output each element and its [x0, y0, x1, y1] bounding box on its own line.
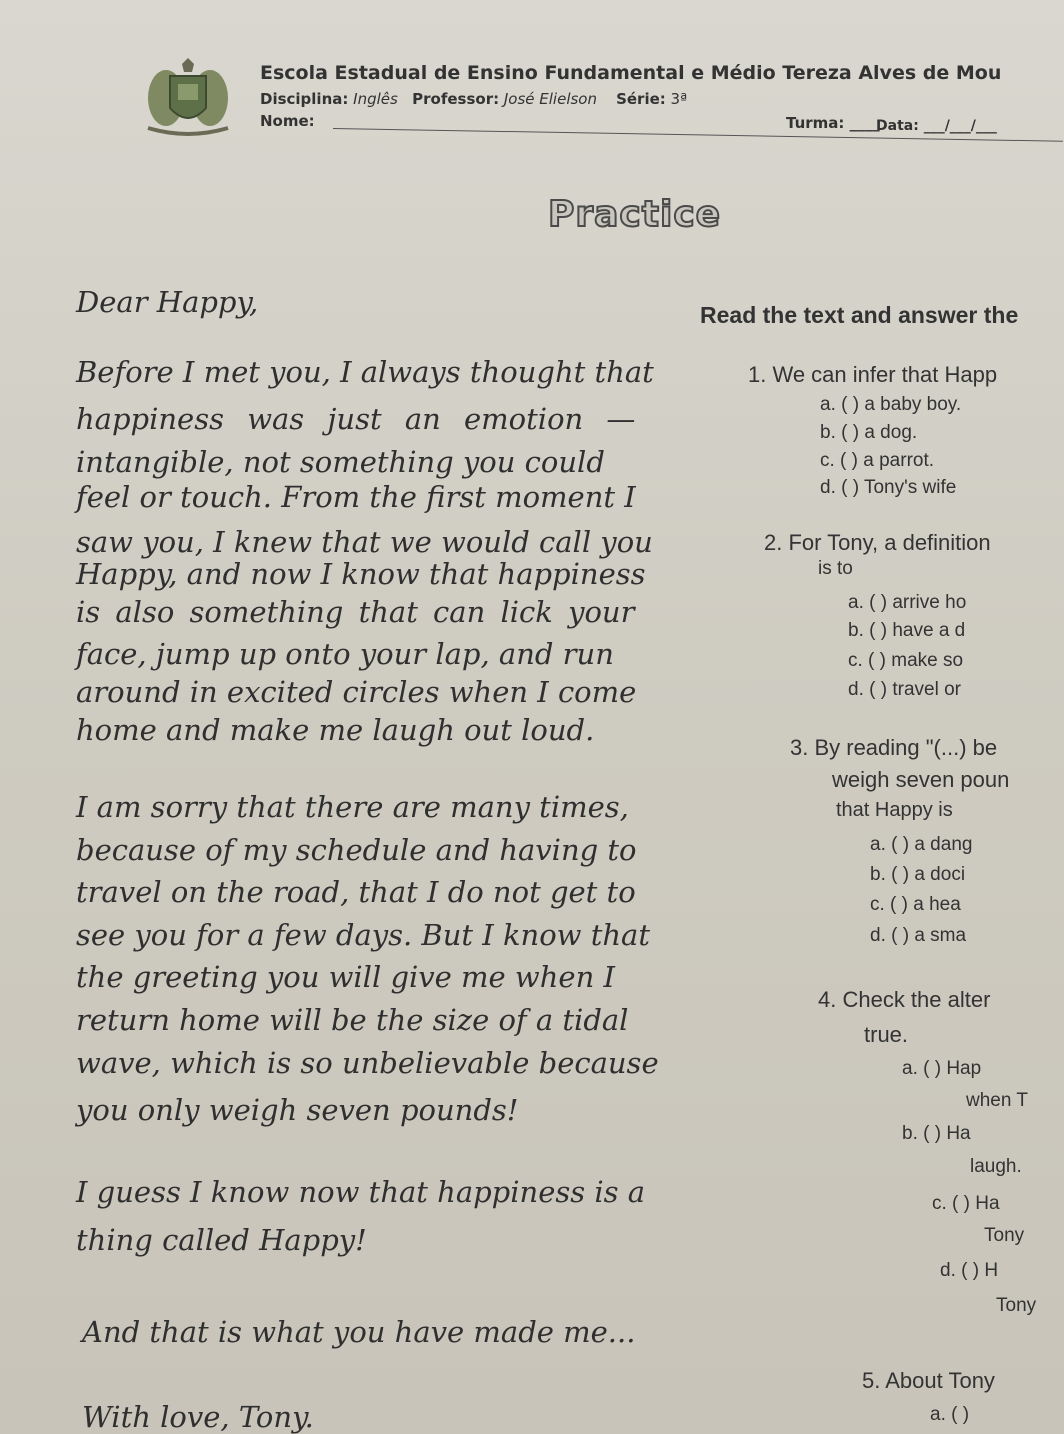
q3-option-d[interactable]: d. ( ) a sma	[870, 925, 967, 946]
professor-label: Professor:	[412, 90, 500, 108]
q4-option-d[interactable]: d. ( ) H	[940, 1260, 999, 1281]
letter-line: saw you, I knew that we would call you	[76, 525, 653, 559]
question-3-cont: that Happy is	[836, 799, 953, 821]
q2-option-b[interactable]: b. ( ) have a d	[848, 620, 966, 641]
letter-line: I guess I know now that happiness is a	[76, 1175, 646, 1209]
letter-line: And that is what you have made me...	[82, 1315, 636, 1349]
question-5: 5. About Tony	[862, 1368, 995, 1393]
q1-option-d[interactable]: d. ( ) Tony's wife	[820, 477, 957, 498]
q2-option-c[interactable]: c. ( ) make so	[848, 650, 964, 671]
school-name: Escola Estadual de Ensino Fundamental e Médio Tereza Alves de Mou	[260, 62, 1002, 84]
serie-value: 3ª	[670, 90, 688, 108]
data-blank: ___/___/___	[923, 118, 997, 134]
data-field[interactable]	[876, 118, 997, 134]
question-3: 3. By reading "(...) be	[790, 735, 998, 760]
serie-label: Série:	[616, 90, 666, 108]
letter-line: Before I met you, I always thought that	[76, 355, 654, 389]
instruction: Read the text and answer the	[700, 302, 1019, 328]
letter-line: home and make me laugh out loud.	[76, 713, 595, 747]
q2-option-a[interactable]: a. ( ) arrive ho	[848, 592, 967, 613]
letter-line: see you for a few days. But I know that	[76, 918, 650, 952]
letter-line: travel on the road, that I do not get to	[76, 875, 636, 909]
letter-line: around in excited circles when I come	[76, 675, 637, 709]
q3-option-a[interactable]: a. ( ) a dang	[870, 834, 973, 855]
question-2: 2. For Tony, a definition	[764, 530, 991, 555]
q1-option-c[interactable]: c. ( ) a parrot.	[820, 450, 935, 471]
letter-line: happiness was just an emotion —	[76, 402, 636, 436]
q4-option-c[interactable]: c. ( ) Ha	[932, 1193, 1000, 1214]
letter-line: because of my schedule and having to	[76, 833, 637, 867]
q1-option-b[interactable]: b. ( ) a dog.	[820, 422, 918, 443]
q4-option-b[interactable]: b. ( ) Ha	[902, 1123, 971, 1144]
question-4: 4. Check the alter	[818, 987, 991, 1012]
turma-blank: ____	[849, 114, 880, 132]
letter-line: feel or touch. From the first moment I	[76, 480, 636, 514]
professor-value: José Elielson	[503, 90, 597, 108]
letter-line: thing called Happy!	[76, 1223, 367, 1257]
page-title: Practice	[548, 194, 722, 235]
q4-option-a[interactable]: a. ( ) Hap	[902, 1058, 982, 1079]
q3-option-b[interactable]: b. ( ) a doci	[870, 864, 966, 885]
q1-option-a[interactable]: a. ( ) a baby boy.	[820, 394, 962, 415]
q4-option-b-cont: laugh.	[970, 1156, 1022, 1177]
letter-line: I am sorry that there are many times,	[76, 790, 629, 824]
disciplina-value: Inglês	[353, 90, 398, 108]
q4-option-a-cont: when T	[966, 1090, 1028, 1111]
letter-line: is also something that can lick your	[76, 595, 635, 629]
q2-option-d[interactable]: d. ( ) travel or	[848, 679, 961, 700]
question-1: 1. We can infer that Happ	[748, 362, 998, 387]
course-info-line	[260, 90, 687, 108]
letter-line: the greeting you will give me when I	[76, 960, 615, 994]
q4-option-d-cont: Tony	[996, 1295, 1037, 1316]
letter-line: wave, which is so unbelievable because	[76, 1046, 659, 1080]
letter-line: return home will be the size of a tidal	[76, 1003, 629, 1037]
turma-field[interactable]	[786, 114, 880, 132]
nome-label: Nome:	[260, 112, 315, 130]
school-crest-icon	[138, 58, 238, 140]
letter-line: Happy, and now I know that happiness	[76, 557, 646, 591]
letter-greeting: Dear Happy,	[76, 285, 259, 319]
question-4-cont: true.	[864, 1022, 909, 1047]
letter-line: face, jump up onto your lap, and run	[76, 637, 614, 671]
disciplina-label: Disciplina:	[260, 90, 349, 108]
letter-line: intangible, not something you could	[76, 445, 605, 479]
q4-option-c-cont: Tony	[984, 1225, 1025, 1246]
letter-closing: With love, Tony.	[82, 1400, 314, 1434]
q5-option-a[interactable]: a. ( )	[930, 1404, 970, 1425]
question-2-cont: is to	[818, 558, 853, 579]
turma-label: Turma:	[786, 114, 845, 132]
letter-line: you only weigh seven pounds!	[76, 1093, 519, 1127]
data-label: Data:	[876, 118, 919, 134]
question-3-cont: weigh seven poun	[832, 767, 1010, 792]
q3-option-c[interactable]: c. ( ) a hea	[870, 894, 961, 915]
